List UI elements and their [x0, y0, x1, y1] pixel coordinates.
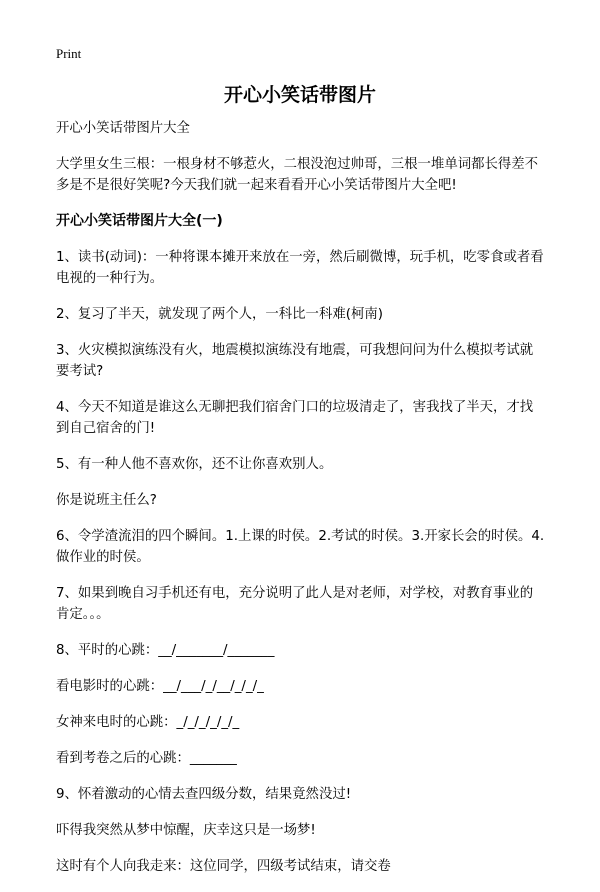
paragraph: 这时有个人向我走来：这位同学，四级考试结束，请交卷	[56, 859, 391, 874]
paragraph: 看到考卷之后的心跳：_______	[56, 751, 237, 766]
paragraph: 7、如果到晚自习手机还有电，充分说明了此人是对老师，对学校，对教育事业的肯定。。。	[56, 586, 534, 622]
paragraph: 2、复习了半天，就发现了两个人，一科比一科难(柯南)	[56, 307, 383, 322]
paragraph: 女神来电时的心跳：_/_/_/_/_/_	[56, 715, 240, 730]
paragraph: 吓得我突然从梦中惊醒，庆幸这只是一场梦!	[56, 823, 316, 838]
paragraph: 5、有一种人他不喜欢你，还不让你喜欢别人。	[56, 457, 333, 472]
paragraph: 4、今天不知道是谁这么无聊把我们宿舍门口的垃圾清走了，害我找了半天，才找到自己宿舍的门!	[56, 400, 534, 436]
intro-paragraph: 大学里女生三根：一根身材不够惹火，二根没泡过帅哥，三根一堆单词都长得差不多是不是很好笑呢?今天我们就一起来看看开心小笑话带图片大全吧!	[56, 157, 539, 193]
article-subtitle: 开心小笑话带图片大全	[56, 121, 190, 136]
paragraph: 1、读书(动词)：一种将课本摊开来放在一旁，然后刷微博，玩手机，吃零食或者看电视的一种行为。	[56, 250, 544, 286]
article-body	[56, 118, 546, 892]
page-title: 开心小笑话带图片	[223, 84, 376, 106]
paragraph: 9、怀着激动的心情去查四级分数，结果竟然没过!	[56, 787, 352, 802]
paragraph: 你是说班主任么?	[56, 493, 157, 508]
section-heading: 开心小笑话带图片大全(一)	[56, 213, 223, 229]
paragraph: 看电影时的心跳：__/___/_/__/_/_/_	[56, 679, 264, 694]
paragraph: 6、令学渣流泪的四个瞬间。1.上课的时侯。2.考试的时侯。3.开家长会的时侯。4.做作业的时侯。	[56, 529, 545, 565]
paragraph: 3、火灾模拟演练没有火，地震模拟演练没有地震，可我想问问为什么模拟考试就要考试?	[56, 343, 534, 379]
print-link[interactable]: Print	[56, 46, 82, 61]
paragraph: 8、平时的心跳：__/_______/_______	[56, 643, 275, 658]
